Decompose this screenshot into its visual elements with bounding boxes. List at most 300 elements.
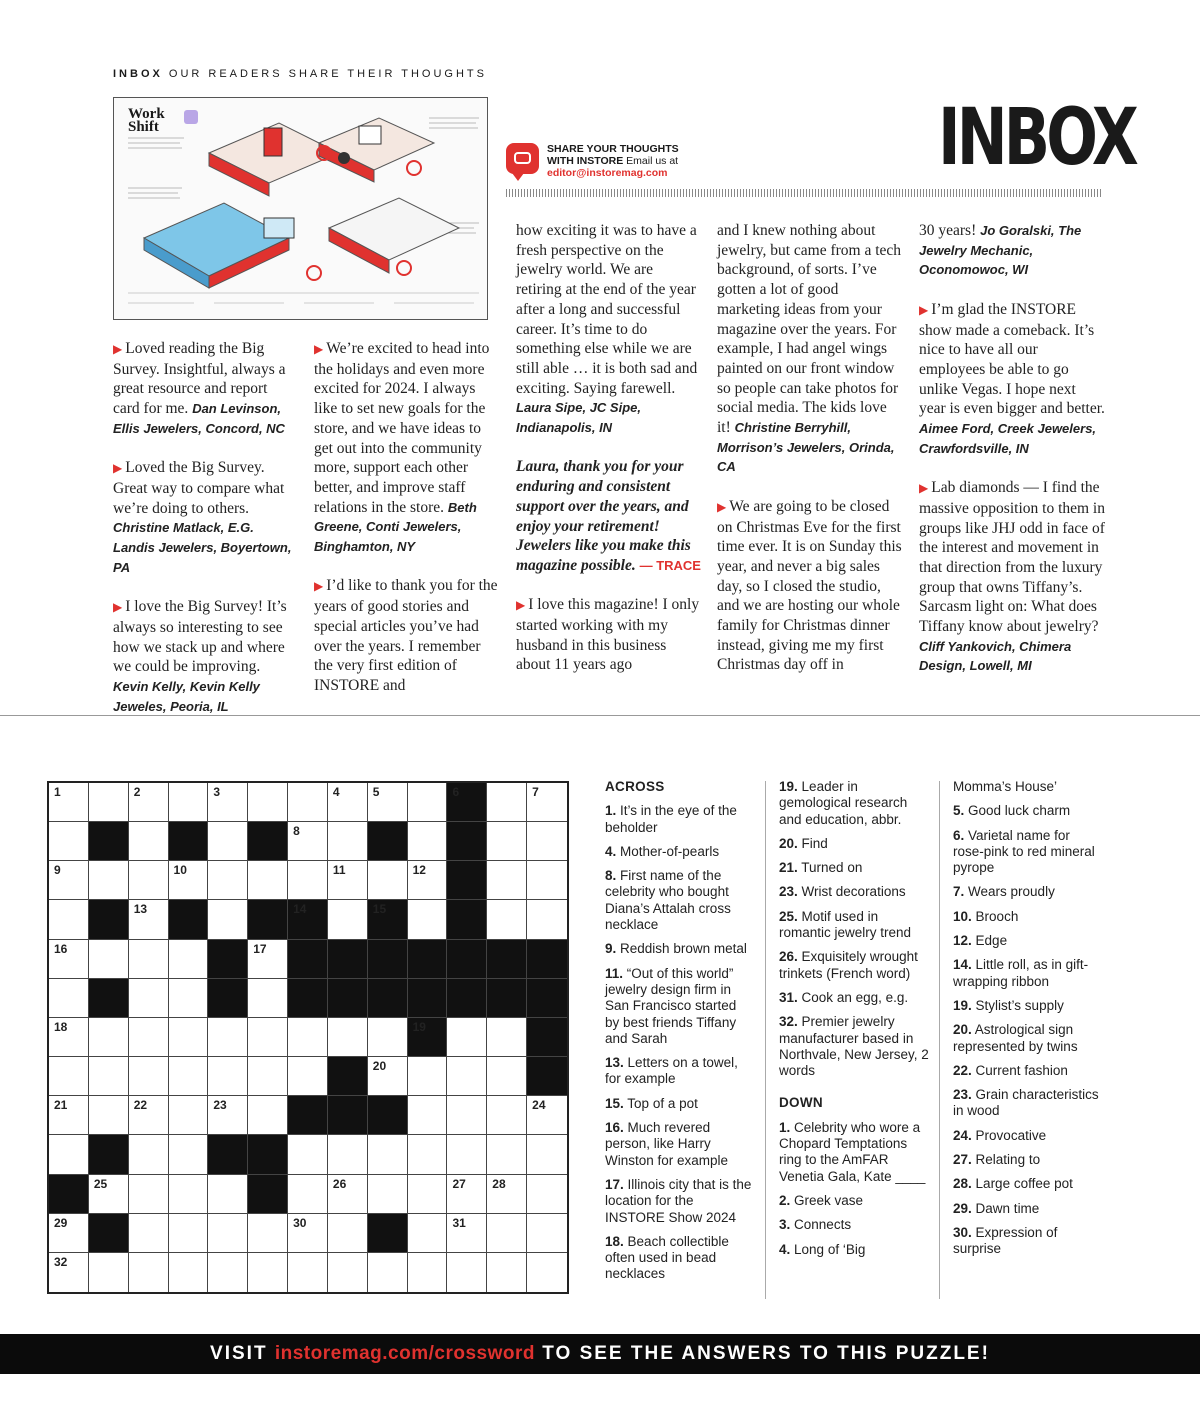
crossword-cell[interactable] <box>169 1253 209 1292</box>
crossword-cell[interactable] <box>248 861 288 900</box>
clue-number-label: 29. <box>953 1200 972 1216</box>
letter: ▶ I’m glad the INSTORE show made a comeback. It’s nice to have all our employees be able to go unlike Vegas. I hope next year is even bigger and better. Aimee Ford, Creek Jewelers, Crawfordsville, IN <box>919 300 1105 456</box>
crossword-cell[interactable] <box>169 979 209 1018</box>
crossword-black-square <box>89 900 129 939</box>
clue-number: 4 <box>332 785 340 799</box>
clue-number-label: 9. <box>605 941 617 957</box>
crossword-cell[interactable] <box>368 1175 408 1214</box>
clue-number: 30 <box>293 1215 307 1230</box>
dotted-rule <box>506 189 1102 197</box>
clue-text: Top of a pot <box>627 1095 698 1111</box>
clue-number: 8 <box>293 824 300 839</box>
crossword-cell[interactable] <box>487 1135 527 1174</box>
clue-text: Momma’s House’ <box>953 779 1058 794</box>
crossword-black-square <box>447 979 487 1018</box>
crossword-cell[interactable] <box>208 1175 248 1214</box>
crossword-cell[interactable] <box>408 822 448 861</box>
crossword-clue <box>605 1177 753 1226</box>
red-triangle-icon: ▶ <box>919 481 929 496</box>
clue-text: Stylist’s supply <box>975 997 1064 1013</box>
crossword-cell[interactable] <box>368 1018 408 1057</box>
crossword-black-square <box>169 900 209 939</box>
crossword-clue <box>779 1217 931 1233</box>
letter: ▶ Loved the Big Survey. Great way to compare what we’re doing to others. Christine Matlack, E.G. Landis Jewelers, Boyertown, PA <box>113 459 292 575</box>
crossword-cell[interactable] <box>49 1018 89 1057</box>
clue-text: Large coffee pot <box>975 1176 1073 1192</box>
crossword-black-square <box>368 900 408 939</box>
clue-number: 29 <box>54 1215 68 1230</box>
crossword-cell[interactable] <box>49 822 89 861</box>
crossword-cell[interactable] <box>288 1135 328 1174</box>
crossword-cell[interactable] <box>129 979 169 1018</box>
crossword-cell[interactable] <box>169 861 209 900</box>
clue-number-label: 20. <box>779 835 798 851</box>
clue-number-label: 22. <box>953 1062 972 1078</box>
crossword-cell[interactable] <box>208 1253 248 1292</box>
crossword-cell[interactable] <box>527 1253 567 1292</box>
crossword-cell[interactable] <box>487 822 527 861</box>
crossword-black-square <box>368 822 408 861</box>
thumbnail-title: Work Shift <box>128 106 165 135</box>
editor-reply: Laura, thank you for your enduring and consistent support over the years, and enjoy your retirement! Jewelers like you make this magazine possible. — TRACE <box>516 458 701 574</box>
clue-number-label: 27. <box>953 1152 972 1168</box>
clue-number-label: 13. <box>605 1055 624 1071</box>
crossword-clue <box>953 1022 1103 1055</box>
clue-text: Exquisitely wrought trinkets (French word) <box>779 949 918 981</box>
crossword-cell[interactable] <box>248 1214 288 1253</box>
crossword-black-square <box>447 900 487 939</box>
crossword-cell[interactable] <box>49 1057 89 1096</box>
clue-text: Wrist decorations <box>801 884 906 900</box>
crossword-cell[interactable] <box>408 1135 448 1174</box>
editor-signature: — TRACE <box>639 557 701 573</box>
crossword-black-square <box>447 822 487 861</box>
crossword-clue <box>953 1128 1103 1144</box>
clue-number-label: 5. <box>953 803 965 819</box>
crossword-black-square <box>208 1135 248 1174</box>
crossword-cell[interactable] <box>487 1175 527 1214</box>
crossword-cell[interactable] <box>527 1135 567 1174</box>
page-title: INBOX <box>938 93 1135 183</box>
crossword-cell[interactable] <box>487 1253 527 1292</box>
clue-number-label: 19. <box>953 997 972 1013</box>
crossword-clue <box>779 949 931 982</box>
crossword-cell[interactable] <box>447 1135 487 1174</box>
clue-number: 17 <box>253 941 267 956</box>
crossword-cell[interactable] <box>129 900 169 939</box>
crossword-cell[interactable] <box>129 1214 169 1253</box>
crossword-cell[interactable] <box>49 861 89 900</box>
crossword-cell[interactable] <box>169 1135 209 1174</box>
crossword-black-square <box>368 940 408 979</box>
crossword-cell[interactable] <box>208 900 248 939</box>
letter-signature: Kevin Kelly, Kevin Kelly Jeweles, Peoria, IL <box>113 678 260 714</box>
clue-text: Dawn time <box>975 1200 1040 1216</box>
crossword-cell[interactable] <box>487 1096 527 1135</box>
crossword-cell[interactable] <box>328 1214 368 1253</box>
clue-number-label: 15. <box>605 1095 624 1111</box>
previous-issue-thumbnail <box>113 97 488 320</box>
crossword-cell[interactable] <box>129 1175 169 1214</box>
clue-text: Premier jewelry manufacturer based in Northvale, New Jersey, 2 words <box>779 1014 929 1079</box>
clue-text: Letters on a towel, for example <box>605 1055 738 1087</box>
crossword-cell[interactable] <box>487 861 527 900</box>
clue-number-label: 14. <box>953 957 972 973</box>
column-rule <box>765 781 766 1299</box>
crossword-clue <box>605 1120 753 1169</box>
crossword-cell[interactable] <box>368 783 408 822</box>
share-thoughts-callout: SHARE YOUR THOUGHTS WITH INSTORE Email us at editor@instoremag.com <box>506 143 679 179</box>
crossword-cell[interactable] <box>169 940 209 979</box>
crossword-black-square <box>487 979 527 1018</box>
crossword-cell[interactable] <box>408 1175 448 1214</box>
red-triangle-icon: ▶ <box>314 579 324 594</box>
letter-signature: Beth Greene, Conti Jewelers, Binghamton, NY <box>314 499 477 555</box>
section-divider <box>0 715 1200 716</box>
clue-number: 12 <box>412 863 426 878</box>
down-heading: DOWN <box>779 1095 823 1111</box>
column-rule <box>939 781 940 1299</box>
clue-number-label: 3. <box>779 1217 791 1233</box>
clues-column-3 <box>953 779 1103 1266</box>
crossword-clue <box>605 1234 753 1283</box>
clue-number: 3 <box>213 785 221 799</box>
crossword-cell[interactable] <box>447 1018 487 1057</box>
crossword-cell[interactable] <box>328 1175 368 1214</box>
letter: ▶ I love this magazine! I only started working with my husband in this business about 11 years ago <box>516 596 700 674</box>
crossword-cell[interactable] <box>208 861 248 900</box>
letter-signature: Cliff Yankovich, Chimera Design, Lowell, MI <box>919 638 1072 674</box>
crossword-black-square <box>248 1135 288 1174</box>
clue-number: 18 <box>54 1019 68 1034</box>
crossword-clue <box>779 990 931 1006</box>
crossword-cell[interactable] <box>288 1253 328 1292</box>
red-triangle-icon: ▶ <box>113 461 123 476</box>
clue-number-label: 4. <box>779 1241 791 1257</box>
crossword-cell[interactable] <box>89 1253 129 1292</box>
crossword-black-square <box>328 979 368 1018</box>
letter-signature: Jo Goralski, The Jewelry Mechanic, Oconomowoc, WI <box>919 223 1082 278</box>
clue-text: Grain characteristics in wood <box>953 1087 1099 1119</box>
crossword-cell[interactable] <box>169 1096 209 1135</box>
crossword-clue <box>605 803 753 836</box>
crossword-cell[interactable] <box>129 1135 169 1174</box>
clue-number: 1 <box>54 785 61 799</box>
crossword-black-square <box>248 900 288 939</box>
crossword-cell[interactable] <box>248 940 288 979</box>
clue-text: “Out of this world” jewelry design firm in San Francisco started by best friends Tiffany and Sarah <box>605 965 737 1046</box>
crossword-answers-link[interactable]: instoremag.com/crossword <box>274 1343 535 1364</box>
letter: 30 years! Jo Goralski, The Jewelry Mechanic, Oconomowoc, WI <box>919 222 1082 278</box>
crossword-cell[interactable] <box>408 861 448 900</box>
crossword-clue <box>779 1193 931 1209</box>
crossword-clue <box>953 1152 1103 1168</box>
letter: ▶ Loved reading the Big Survey. Insightful, always a great resource and report card for me. Dan Levinson, Ellis Jewelers, Concord, NC <box>113 340 286 436</box>
letter: how exciting it was to have a fresh perspective on the jewelry world. We are retiring at the end of the year after a long and successful career. It’s time to do something else while we are still able … it is both sad and exciting. Saying farewell. Laura Sipe, JC Sipe, Indianapolis, IN <box>516 222 698 436</box>
crossword-cell[interactable] <box>447 1214 487 1253</box>
crossword-clue <box>953 884 1103 900</box>
clue-text: Brooch <box>975 908 1019 924</box>
crossword-black-square <box>248 1175 288 1214</box>
letter: ▶ We are going to be closed on Christmas Eve for the first time ever. It is on Sunday this year, and never a big sales day, so I closed the studio, and we are hosting our whole family for Christmas dinner instead, giving me my first Christmas day off in <box>717 497 902 674</box>
crossword-cell[interactable] <box>89 1175 129 1214</box>
clue-number-label: 19. <box>779 779 798 794</box>
crossword-cell[interactable] <box>288 1175 328 1214</box>
crossword-cell[interactable] <box>208 1018 248 1057</box>
crossword-black-square <box>328 1096 368 1135</box>
crossword-grid <box>47 781 569 1294</box>
clue-text: Much revered person, like Harry Winston for example <box>605 1120 729 1168</box>
crossword-cell[interactable] <box>89 940 129 979</box>
clue-number: 15 <box>372 902 387 917</box>
clue-number-label: 20. <box>953 1022 972 1038</box>
crossword-cell[interactable] <box>527 1175 567 1214</box>
crossword-cell[interactable] <box>328 1253 368 1292</box>
clue-number-label: 2. <box>779 1192 791 1208</box>
crossword-black-square <box>288 1096 328 1135</box>
crossword-cell[interactable] <box>487 783 527 822</box>
crossword-cell[interactable] <box>527 783 567 822</box>
crossword-cell[interactable] <box>129 1018 169 1057</box>
crossword-cell[interactable] <box>447 1096 487 1135</box>
crossword-clue <box>779 1242 931 1258</box>
crossword-cell[interactable] <box>368 1057 408 1096</box>
clue-text: It’s in the eye of the beholder <box>605 803 737 835</box>
clue-text: Illinois city that is the location for the INSTORE Show 2024 <box>605 1176 752 1225</box>
clue-number-label: 23. <box>953 1087 972 1103</box>
crossword-black-square <box>408 940 448 979</box>
crossword-cell[interactable] <box>408 900 448 939</box>
crossword-cell[interactable] <box>288 861 328 900</box>
clue-number: 28 <box>492 1176 506 1191</box>
speech-bubble-icon <box>506 143 539 174</box>
crossword-cell[interactable] <box>169 1175 209 1214</box>
clue-number-label: 25. <box>779 908 798 924</box>
crossword-cell[interactable] <box>328 1018 368 1057</box>
crossword-cell[interactable] <box>129 940 169 979</box>
crossword-cell[interactable] <box>169 1018 209 1057</box>
crossword-clue <box>605 966 753 1047</box>
clue-text: Motif used in romantic jewelry trend <box>779 908 912 941</box>
crossword-clue <box>953 803 1103 819</box>
clue-number-label: 1. <box>605 803 617 819</box>
crossword-black-square <box>527 1057 567 1096</box>
across-heading: ACROSS <box>605 779 665 794</box>
crossword-cell[interactable] <box>328 783 368 822</box>
crossword-cell[interactable] <box>527 1096 567 1135</box>
clue-text: Wears proudly <box>968 884 1055 900</box>
clue-number: 14 <box>293 902 307 917</box>
clue-number-label: 18. <box>605 1233 624 1249</box>
red-triangle-icon: ▶ <box>314 342 324 356</box>
crossword-cell[interactable] <box>248 783 288 822</box>
crossword-black-square <box>408 1018 448 1057</box>
crossword-cell[interactable] <box>89 783 129 822</box>
letters-column-3 <box>516 221 702 695</box>
crossword-cell[interactable] <box>527 822 567 861</box>
clue-text: Long of ‘Big <box>794 1241 866 1257</box>
crossword-black-square <box>248 822 288 861</box>
letters-column-1 <box>113 339 298 736</box>
crossword-black-square <box>288 900 328 939</box>
crossword-cell[interactable] <box>447 1253 487 1292</box>
crossword-cell[interactable] <box>288 1214 328 1253</box>
crossword-cell[interactable] <box>288 822 328 861</box>
crossword-cell[interactable] <box>487 1057 527 1096</box>
red-triangle-icon: ▶ <box>516 598 526 613</box>
clue-number-label: 17. <box>605 1176 624 1192</box>
crossword-cell[interactable] <box>328 861 368 900</box>
clue-text: Connects <box>794 1217 852 1233</box>
crossword-cell[interactable] <box>408 783 448 822</box>
crossword-cell[interactable] <box>49 1135 89 1174</box>
crossword-cell[interactable] <box>49 940 89 979</box>
crossword-cell[interactable] <box>408 1253 448 1292</box>
crossword-cell[interactable] <box>89 1018 129 1057</box>
crossword-clue <box>605 844 753 860</box>
crossword-clue <box>953 1201 1103 1217</box>
letter: ▶ I love the Big Survey! It’s always so interesting to see how we stack up and where we could be improving. Kevin Kelly, Kevin Kelly Jeweles, Peoria, IL <box>113 598 287 714</box>
crossword-cell[interactable] <box>248 1018 288 1057</box>
crossword-cell[interactable] <box>487 1018 527 1057</box>
crossword-cell[interactable] <box>169 783 209 822</box>
clue-text: Celebrity who wore a Chopard Temptations ring to the AmFAR Venetia Gala, Kate ____ <box>779 1119 926 1184</box>
crossword-cell[interactable] <box>328 822 368 861</box>
crossword-black-square <box>89 822 129 861</box>
clue-text: Relating to <box>975 1152 1041 1168</box>
thumbnail-illustration <box>114 98 488 320</box>
crossword-cell[interactable] <box>169 1057 209 1096</box>
crossword-clue <box>779 779 931 828</box>
letter-signature: Aimee Ford, Creek Jewelers, Crawfordsville, IN <box>919 421 1097 456</box>
clue-text: Reddish brown metal <box>620 941 747 957</box>
clue-text: Cook an egg, e.g. <box>801 989 909 1005</box>
clue-number: 23 <box>213 1098 227 1113</box>
share-email-link[interactable]: editor@instoremag.com <box>547 167 668 179</box>
crossword-cell[interactable] <box>129 1253 169 1292</box>
share-heading: SHARE YOUR THOUGHTS <box>547 143 679 155</box>
crossword-cell[interactable] <box>527 861 567 900</box>
crossword-cell[interactable] <box>49 1096 89 1135</box>
crossword-cell[interactable] <box>208 783 248 822</box>
crossword-cell[interactable] <box>487 900 527 939</box>
crossword-cell[interactable] <box>129 1096 169 1135</box>
crossword-black-square <box>527 940 567 979</box>
clue-number-label: 10. <box>953 908 972 924</box>
crossword-clue <box>953 957 1103 990</box>
crossword-cell[interactable] <box>49 1253 89 1292</box>
clue-text: Leader in gemological research and education, abbr. <box>779 779 908 827</box>
clue-text: Good luck charm <box>968 803 1071 819</box>
crossword-cell[interactable] <box>169 1214 209 1253</box>
crossword-cell[interactable] <box>408 1057 448 1096</box>
clue-text: Edge <box>975 933 1008 949</box>
crossword-cell[interactable] <box>49 783 89 822</box>
crossword-cell[interactable] <box>368 1253 408 1292</box>
letter: and I knew nothing about jewelry, but came from a tech background, of sorts. I’ve gotten a lot of good marketing ideas from your magazine over the years. For example, I had angel wings painted on our front window so people can take photos for social media. The kids love it! Christine Berryhill, Morrison’s Jewelers, Orinda, CA <box>717 222 902 475</box>
crossword-cell[interactable] <box>129 861 169 900</box>
red-triangle-icon: ▶ <box>717 499 727 514</box>
clue-number-label: 31. <box>779 989 798 1005</box>
crossword-cell[interactable] <box>447 1057 487 1096</box>
crossword-cell[interactable] <box>288 1018 328 1057</box>
crossword-black-square <box>288 979 328 1018</box>
clue-number-label: 32. <box>779 1014 798 1030</box>
crossword-cell[interactable] <box>408 1096 448 1135</box>
crossword-clue <box>605 1055 753 1088</box>
crossword-cell[interactable] <box>328 900 368 939</box>
crossword-black-square <box>368 979 408 1018</box>
crossword-cell[interactable] <box>208 822 248 861</box>
crossword-black-square <box>487 940 527 979</box>
clue-number-label: 7. <box>953 884 965 900</box>
letter-signature: Christine Berryhill, Morrison’s Jewelers, Orinda, CA <box>717 420 895 475</box>
crossword-cell[interactable] <box>368 861 408 900</box>
section-name: INBOX <box>113 68 163 80</box>
crossword-cell[interactable] <box>129 1057 169 1096</box>
crossword-cell[interactable] <box>49 979 89 1018</box>
letter-signature: Christine Matlack, E.G. Landis Jewelers, Boyertown, PA <box>113 520 292 575</box>
clue-text: Current fashion <box>975 1062 1068 1078</box>
crossword-clue <box>953 1176 1103 1192</box>
crossword-clue <box>779 860 931 876</box>
clue-text: Greek vase <box>794 1192 864 1208</box>
crossword-cell[interactable] <box>208 1057 248 1096</box>
letters-column-4 <box>717 221 903 695</box>
crossword-cell[interactable] <box>368 1135 408 1174</box>
crossword-cell[interactable] <box>288 1057 328 1096</box>
crossword-cell[interactable] <box>89 1057 129 1096</box>
crossword-cell[interactable] <box>527 900 567 939</box>
crossword-cell[interactable] <box>49 900 89 939</box>
crossword-black-square <box>288 940 328 979</box>
letters-column-2 <box>314 339 499 715</box>
crossword-cell[interactable] <box>129 822 169 861</box>
crossword-cell[interactable] <box>408 1214 448 1253</box>
crossword-cell[interactable] <box>248 1096 288 1135</box>
crossword-black-square <box>89 979 129 1018</box>
crossword-cell[interactable] <box>89 1096 129 1135</box>
crossword-cell[interactable] <box>49 1214 89 1253</box>
crossword-cell[interactable] <box>248 979 288 1018</box>
crossword-cell[interactable] <box>288 783 328 822</box>
clue-text: Astrological sign represented by twins <box>953 1022 1078 1054</box>
clue-text: Beach collectible often used in bead necklaces <box>605 1233 729 1282</box>
crossword-cell[interactable] <box>487 1214 527 1253</box>
crossword-cell[interactable] <box>129 783 169 822</box>
clues-column-2 <box>779 779 931 1266</box>
crossword-cell[interactable] <box>208 1096 248 1135</box>
clue-number: 25 <box>93 1176 108 1191</box>
red-triangle-icon: ▶ <box>113 600 123 615</box>
clue-number: 32 <box>54 1254 68 1269</box>
crossword-black-square <box>169 822 209 861</box>
crossword-cell[interactable] <box>447 1175 487 1214</box>
crossword-cell[interactable] <box>89 861 129 900</box>
crossword-cell[interactable] <box>328 1135 368 1174</box>
clue-text: Mother-of-pearls <box>620 843 720 859</box>
crossword-black-square <box>368 1096 408 1135</box>
crossword-clue <box>953 1063 1103 1079</box>
red-triangle-icon: ▶ <box>113 342 123 356</box>
crossword-cell[interactable] <box>208 1214 248 1253</box>
clue-number: 26 <box>332 1176 347 1191</box>
crossword-cell[interactable] <box>248 1057 288 1096</box>
crossword-cell[interactable] <box>248 1253 288 1292</box>
crossword-cell[interactable] <box>527 1214 567 1253</box>
crossword-clue <box>953 998 1103 1014</box>
crossword-black-square <box>368 1214 408 1253</box>
